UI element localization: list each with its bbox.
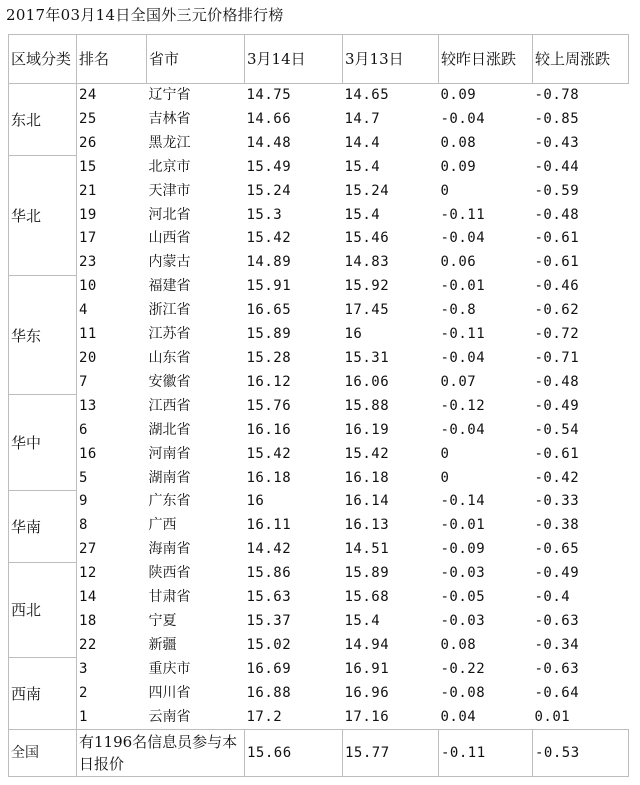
day-change-cell: 0.04 [440, 708, 477, 725]
yesterday-cell: 16.14 [344, 493, 390, 510]
today-cell: 15.37 [246, 612, 292, 629]
today-cell: 15.91 [246, 278, 292, 295]
rank-cell: 21 [79, 182, 97, 199]
day-change-cell: -0.11 [440, 206, 486, 223]
table-row [9, 610, 629, 634]
week-change-cell: -0.61 [534, 445, 580, 462]
today-cell: 15.24 [246, 182, 292, 199]
province-cell: 安徽省 [148, 373, 191, 390]
yesterday-cell: 15.31 [344, 349, 390, 366]
day-change-cell: -0.04 [440, 421, 486, 438]
yesterday-cell: 15.88 [344, 397, 390, 414]
header-region: 区域分类 [9, 35, 77, 84]
today-cell: 15.86 [246, 565, 292, 582]
table-row [9, 108, 629, 132]
province-cell: 海南省 [148, 541, 191, 558]
province-cell: 湖南省 [148, 469, 191, 486]
header-week-change: 较上周涨跌 [533, 35, 629, 84]
yesterday-cell: 16.19 [344, 421, 390, 438]
week-change-cell: -0.59 [534, 182, 580, 199]
today-cell: 16.16 [246, 421, 292, 438]
rank-cell: 25 [79, 110, 97, 127]
province-cell: 内蒙古 [148, 254, 191, 271]
week-change-cell: -0.63 [534, 660, 580, 677]
rank-cell: 24 [79, 87, 97, 103]
today-cell: 14.66 [246, 110, 292, 127]
table-row [9, 180, 629, 204]
day-change-cell: -0.01 [440, 517, 486, 534]
yesterday-cell: 15.68 [344, 589, 390, 606]
header-row [9, 35, 629, 84]
province-cell: 广西 [148, 517, 177, 534]
province-cell: 山东省 [148, 349, 191, 366]
province-cell: 江西省 [148, 397, 191, 414]
province-cell: 云南省 [148, 708, 191, 725]
week-change-cell: -0.61 [534, 230, 580, 247]
province-cell: 重庆市 [148, 660, 191, 677]
today-cell: 15.42 [246, 230, 292, 247]
header-rank: 排名 [77, 35, 147, 84]
day-change-cell: -0.03 [440, 565, 486, 582]
yesterday-cell: 15.24 [344, 182, 390, 199]
yesterday-cell: 16.06 [344, 373, 390, 390]
rank-cell: 13 [79, 397, 97, 414]
today-cell: 15.49 [246, 158, 292, 175]
day-change-cell: -0.04 [440, 349, 486, 366]
today-cell: 15.76 [246, 397, 292, 414]
day-change-cell: -0.01 [440, 278, 486, 295]
header-yesterday: 3月13日 [343, 35, 439, 84]
rank-cell: 12 [79, 565, 97, 582]
yesterday-cell: 16.13 [344, 517, 390, 534]
table-row [9, 490, 629, 514]
rank-cell: 16 [79, 445, 97, 462]
today-cell: 16.11 [246, 517, 292, 534]
table-row [9, 132, 629, 156]
province-cell: 浙江省 [148, 302, 191, 319]
total-yesterday: 15.77 [343, 730, 439, 777]
province-cell: 河北省 [148, 206, 191, 223]
table-row [9, 156, 629, 180]
today-cell: 14.42 [246, 541, 292, 558]
national-total-row [9, 730, 629, 777]
province-cell: 四川省 [148, 684, 191, 701]
rank-cell: 6 [79, 421, 88, 438]
week-change-cell: -0.64 [534, 684, 580, 701]
province-cell: 北京市 [148, 158, 191, 175]
region-cell: 华东 [9, 275, 77, 395]
rank-cell: 4 [79, 302, 88, 319]
today-cell: 16.18 [246, 469, 292, 486]
table-row [9, 227, 629, 251]
today-cell: 16.65 [246, 302, 292, 319]
table-body [9, 84, 629, 730]
yesterday-cell: 14.83 [344, 254, 390, 271]
rank-cell: 7 [79, 373, 88, 390]
table-row [9, 251, 629, 275]
day-change-cell: 0.09 [440, 158, 477, 175]
today-cell: 14.48 [246, 134, 292, 151]
table-row [9, 275, 629, 299]
rank-cell: 3 [79, 660, 88, 677]
week-change-cell: -0.78 [534, 87, 580, 103]
today-cell: 15.3 [246, 206, 283, 223]
table-row [9, 347, 629, 371]
total-week-change: -0.53 [533, 730, 629, 777]
total-day-change: -0.11 [439, 730, 533, 777]
province-cell: 甘肃省 [148, 589, 191, 606]
table-row [9, 299, 629, 323]
yesterday-cell: 14.65 [344, 87, 390, 103]
yesterday-cell: 15.4 [344, 612, 381, 629]
day-change-cell: 0 [440, 182, 450, 199]
region-cell: 西南 [9, 658, 77, 730]
today-cell: 15.89 [246, 326, 292, 343]
week-change-cell: -0.62 [534, 302, 580, 319]
day-change-cell: -0.05 [440, 589, 486, 606]
rank-cell: 10 [79, 278, 97, 295]
table-row [9, 467, 629, 491]
week-change-cell: -0.85 [534, 110, 580, 127]
rank-cell: 8 [79, 517, 88, 534]
day-change-cell: 0.06 [440, 254, 477, 271]
yesterday-cell: 15.4 [344, 158, 381, 175]
table-row [9, 395, 629, 419]
day-change-cell: 0 [440, 469, 450, 486]
day-change-cell: -0.14 [440, 493, 486, 510]
week-change-cell: -0.43 [534, 134, 580, 151]
table-row [9, 706, 629, 730]
rank-cell: 11 [79, 326, 97, 343]
province-cell: 湖北省 [148, 421, 191, 438]
week-change-cell: -0.34 [534, 636, 580, 653]
page-title: 2017年03月14日全国外三元价格排行榜 [6, 6, 284, 24]
today-cell: 14.75 [246, 87, 292, 103]
day-change-cell: -0.03 [440, 612, 486, 629]
rank-cell: 1 [79, 708, 88, 725]
day-change-cell: -0.09 [440, 541, 486, 558]
province-cell: 河南省 [148, 445, 191, 462]
rank-cell: 5 [79, 469, 88, 486]
today-cell: 16 [246, 493, 265, 510]
rank-cell: 20 [79, 349, 97, 366]
region-cell: 东北 [9, 84, 77, 156]
today-cell: 15.42 [246, 445, 292, 462]
table-row [9, 204, 629, 228]
province-cell: 陕西省 [148, 565, 191, 582]
header-province: 省市 [147, 35, 245, 84]
region-cell: 华南 [9, 490, 77, 562]
table-row [9, 419, 629, 443]
today-cell: 15.28 [246, 349, 292, 366]
table-row [9, 84, 629, 108]
total-today: 15.66 [245, 730, 343, 777]
yesterday-cell: 16.91 [344, 660, 390, 677]
total-note: 有1196名信息员参与本日报价 [77, 730, 245, 777]
table-row [9, 514, 629, 538]
yesterday-cell: 15.42 [344, 445, 390, 462]
week-change-cell: -0.48 [534, 206, 580, 223]
province-cell: 山西省 [148, 230, 191, 247]
rank-cell: 15 [79, 158, 97, 175]
table-row [9, 658, 629, 682]
yesterday-cell: 15.4 [344, 206, 381, 223]
table-row [9, 371, 629, 395]
rank-cell: 14 [79, 589, 97, 606]
region-cell: 华北 [9, 156, 77, 276]
week-change-cell: -0.48 [534, 373, 580, 390]
yesterday-cell: 14.7 [344, 110, 381, 127]
header-today: 3月14日 [245, 35, 343, 84]
province-cell: 江苏省 [148, 326, 191, 343]
week-change-cell: -0.65 [534, 541, 580, 558]
today-cell: 16.88 [246, 684, 292, 701]
week-change-cell: -0.46 [534, 278, 580, 295]
day-change-cell: 0 [440, 445, 450, 462]
yesterday-cell: 15.92 [344, 278, 390, 295]
table-row [9, 323, 629, 347]
rank-cell: 26 [79, 134, 97, 151]
yesterday-cell: 14.51 [344, 541, 390, 558]
week-change-cell: -0.49 [534, 397, 580, 414]
week-change-cell: -0.71 [534, 349, 580, 366]
yesterday-cell: 15.46 [344, 230, 390, 247]
today-cell: 15.63 [246, 589, 292, 606]
day-change-cell: -0.22 [440, 660, 486, 677]
province-cell: 宁夏 [148, 612, 177, 629]
rank-cell: 9 [79, 493, 88, 510]
rank-cell: 27 [79, 541, 97, 558]
table-row [9, 634, 629, 658]
day-change-cell: -0.8 [440, 302, 477, 319]
week-change-cell: -0.63 [534, 612, 580, 629]
week-change-cell: -0.4 [534, 589, 571, 606]
day-change-cell: -0.12 [440, 397, 486, 414]
table-row [9, 538, 629, 562]
table-row [9, 443, 629, 467]
province-cell: 辽宁省 [148, 87, 191, 103]
week-change-cell: -0.72 [534, 326, 580, 343]
week-change-cell: -0.61 [534, 254, 580, 271]
yesterday-cell: 16 [344, 326, 363, 343]
province-cell: 福建省 [148, 278, 191, 295]
week-change-cell: -0.42 [534, 469, 580, 486]
day-change-cell: 0.09 [440, 87, 477, 103]
day-change-cell: -0.04 [440, 110, 486, 127]
table-row [9, 682, 629, 706]
rank-cell: 23 [79, 254, 97, 271]
week-change-cell: -0.38 [534, 517, 580, 534]
today-cell: 15.02 [246, 636, 292, 653]
region-cell: 西北 [9, 562, 77, 658]
rank-cell: 2 [79, 684, 88, 701]
table-row [9, 586, 629, 610]
day-change-cell: 0.07 [440, 373, 477, 390]
yesterday-cell: 14.94 [344, 636, 390, 653]
rank-cell: 17 [79, 230, 97, 247]
rank-cell: 18 [79, 612, 97, 629]
rank-cell: 22 [79, 636, 97, 653]
province-cell: 广东省 [148, 493, 191, 510]
yesterday-cell: 17.16 [344, 708, 390, 725]
week-change-cell: -0.33 [534, 493, 580, 510]
province-cell: 新疆 [148, 636, 177, 653]
province-cell: 黑龙江 [148, 134, 191, 151]
province-cell: 天津市 [148, 182, 191, 199]
yesterday-cell: 15.89 [344, 565, 390, 582]
yesterday-cell: 16.96 [344, 684, 390, 701]
header-day-change: 较昨日涨跌 [439, 35, 533, 84]
yesterday-cell: 17.45 [344, 302, 390, 319]
day-change-cell: -0.11 [440, 326, 486, 343]
today-cell: 14.89 [246, 254, 292, 271]
day-change-cell: -0.08 [440, 684, 486, 701]
today-cell: 17.2 [246, 708, 283, 725]
province-cell: 吉林省 [148, 110, 191, 127]
yesterday-cell: 16.18 [344, 469, 390, 486]
day-change-cell: -0.04 [440, 230, 486, 247]
rank-cell: 19 [79, 206, 97, 223]
week-change-cell: -0.54 [534, 421, 580, 438]
week-change-cell: -0.49 [534, 565, 580, 582]
day-change-cell: 0.08 [440, 134, 477, 151]
today-cell: 16.69 [246, 660, 292, 677]
price-ranking-table [8, 34, 629, 777]
week-change-cell: -0.44 [534, 158, 580, 175]
today-cell: 16.12 [246, 373, 292, 390]
day-change-cell: 0.08 [440, 636, 477, 653]
total-region: 全国 [9, 730, 77, 777]
region-cell: 华中 [9, 395, 77, 491]
yesterday-cell: 14.4 [344, 134, 381, 151]
week-change-cell: 0.01 [534, 708, 571, 725]
table-row [9, 562, 629, 586]
